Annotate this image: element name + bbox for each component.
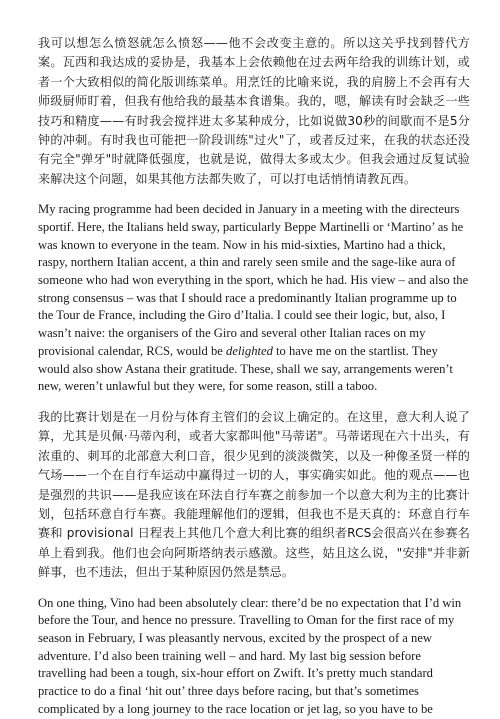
paragraph-en-1-text-after: to have me on the startlist. They would also show Astana their gratitude. These, shall we say, arrangements weren’t new, weren’t unlawful but they were, for some reason, still a taboo.: [38, 343, 453, 394]
paragraph-en-1-text-before: My racing programme had been decided in January in a meeting with the directeurs sportif. Here, the Italians held sway, particularly Beppe Martinelli or ‘Martino’ as he was known to everyone in the team. Now in his mid-sixties, Martino had a thick, raspy, northern Italian accent, a thin and rarely seen smile and the sage-like aura of someone who had won everything in the sport, which he had. His view – and also the strong consensus – was that I should race a predominantly Italian programme up to the Tour de France, including the Giro d’Italia. I could see their logic, but, also, I wasn’t naive: the organisers of the Giro and several other Italian races on my provisional calendar, RCS, would be: [38, 202, 469, 358]
paragraph-en-1: [38, 201, 470, 396]
paragraph-zh-1: 我可以想怎么愤怒就怎么愤怒——他不会改变主意的。所以这关乎找到替代方案。瓦西和我达成的妥协是，我基本上会依赖他在过去两年给我的训练计划，或者一个大致相似的简化版训练菜单。用烹饪的比喻来说，我的肩膀上不会再有大师级厨师盯着，但我有他给我的最基本食谱集。我的，嗯，解读有时会缺乏一些技巧和精度——有时我会搅拌进太多某种成分，比如说做30秒的间歇而不是5分钟的冲刺。有时我也可能把一阶段训练"过火"了，或者反过来，在我的状态还没有完全"弹牙"时就降低强度，也就是说，做得太多或太少。但我会通过反复试验来解决这个问题，如果其他方法都失败了，可以打电话悄悄请教瓦西。: [38, 36, 470, 186]
emphasis-word: delighted: [226, 343, 273, 358]
paragraph-en-2: [38, 595, 470, 719]
paragraph-en-2-text: On one thing, Vino had been absolutely clear: there’d be no expectation that I’d win before the Tour, and hence no pressure. Travelling to Oman for the first race of my season in February, I was pleasantly nervous, excited by the prospect of a new adventure. I’d also been training well – and hard. My last big session before travelling had been a tough, six-hour effort on Zwift. It’s pretty much standard practice to do a final ‘hit out’ three days before racing, but that’s sometimes complicated by a long journey to the race location or jet lag, so you have to be: [38, 595, 462, 716]
paragraph-zh-2: 我的比赛计划是在一月份与体育主管们的会议上确定的。在这里，意大利人说了算，尤其是贝佩·马蒂內利，或者大家都叫他"马蒂诺"。马蒂诺现在六十出头，有浓重的、刺耳的北部意大利口音，很少见到的淡淡微笑，以及一种像圣贤一样的气场——一个在自行车运动中赢得过一切的人，事实确实如此。他的观点——也是强烈的共识——是我应该在环法自行车赛之前参加一个以意大利为主的比赛计划，包括环意自行车赛。我能理解他们的逻辑，但我也不是天真的：环意自行车赛和 provisional 日程表上其他几个意大利比赛的组织者RCS会很高兴在参赛名单上看到我。他们也会向阿斯塔纳表示感激。这些，姑且这么说，"安排"并非新鲜事，也不违法，但出于某种原因仍然是禁忌。: [38, 409, 470, 580]
